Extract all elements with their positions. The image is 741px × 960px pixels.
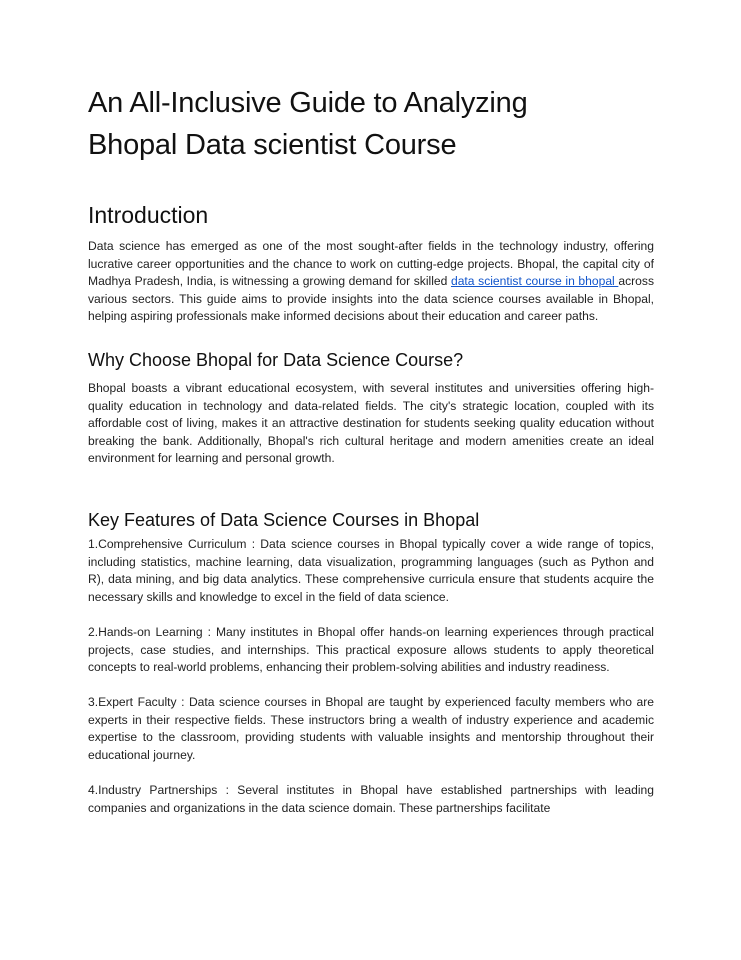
why-heading: Why Choose Bhopal for Data Science Course? [88,349,464,370]
feature-item-partnerships: 4.Industry Partnerships : Several institutes in Bhopal have established partnerships with leading companies and organizations in the data science domain. These partnerships facilitate [88,783,654,815]
course-link[interactable]: data scientist course in bhopal [450,274,619,289]
features-heading: Key Features of Data Science Courses in Bhopal [88,509,480,530]
why-paragraph: Bhopal boasts a vibrant educational ecosystem, with several institutes and universities offering high-quality education in technology and data-related fields. The city's strategic location, coupled with its affordable cost of living, makes it an attractive destination for students seeking quality education without breaking the bank. Additionally, Bhopal's rich cultural heritage and modern amenities create an ideal environment for learning and personal growth. [88,380,654,466]
intro-heading: Introduction [88,202,209,228]
intro-text-after: across various sectors. This guide aims to provide insights into the data science courses available in Bhopal, helping aspiring professionals make informed decisions about their education and career paths. [88,274,654,324]
document-body [88,82,654,835]
document-title [88,82,654,166]
feature-item-faculty: 3.Expert Faculty : Data science courses in Bhopal are taught by experienced faculty members who are experts in their respective fields. These instructors bring a wealth of industry experience and academic expertise to the classroom, providing students with valuable insights and mentorship throughout their educational journey. [88,695,654,763]
feature-item-curriculum: 1.Comprehensive Curriculum : Data science courses in Bhopal typically cover a wide range of topics, including statistics, machine learning, data visualization, programming languages (such as Python and R), data mining, and big data analytics. These comprehensive curricula ensure that students acquire the necessary skills and knowledge to excel in the field of data science. [88,536,654,604]
intro-text-before: Data science has emerged as one of the most sought-after fields in the technology industry, offering lucrative career opportunities and the chance to work on cutting-edge projects. Bhopal, the capital city of Madhya Pradesh, India, is witnessing a growing demand for skilled [88,239,654,289]
feature-item-hands-on: 2.Hands-on Learning : Many institutes in Bhopal offer hands-on learning experiences through practical projects, case studies, and internships. This practical exposure allows students to apply theoretical concepts to real-world problems, enhancing their problem-solving abilities and industry readiness. [88,624,654,675]
title-line-2: Bhopal Data scientist Course [88,129,457,161]
title-line-1: An All-Inclusive Guide to Analyzing [88,87,528,119]
intro-paragraph [88,238,654,326]
